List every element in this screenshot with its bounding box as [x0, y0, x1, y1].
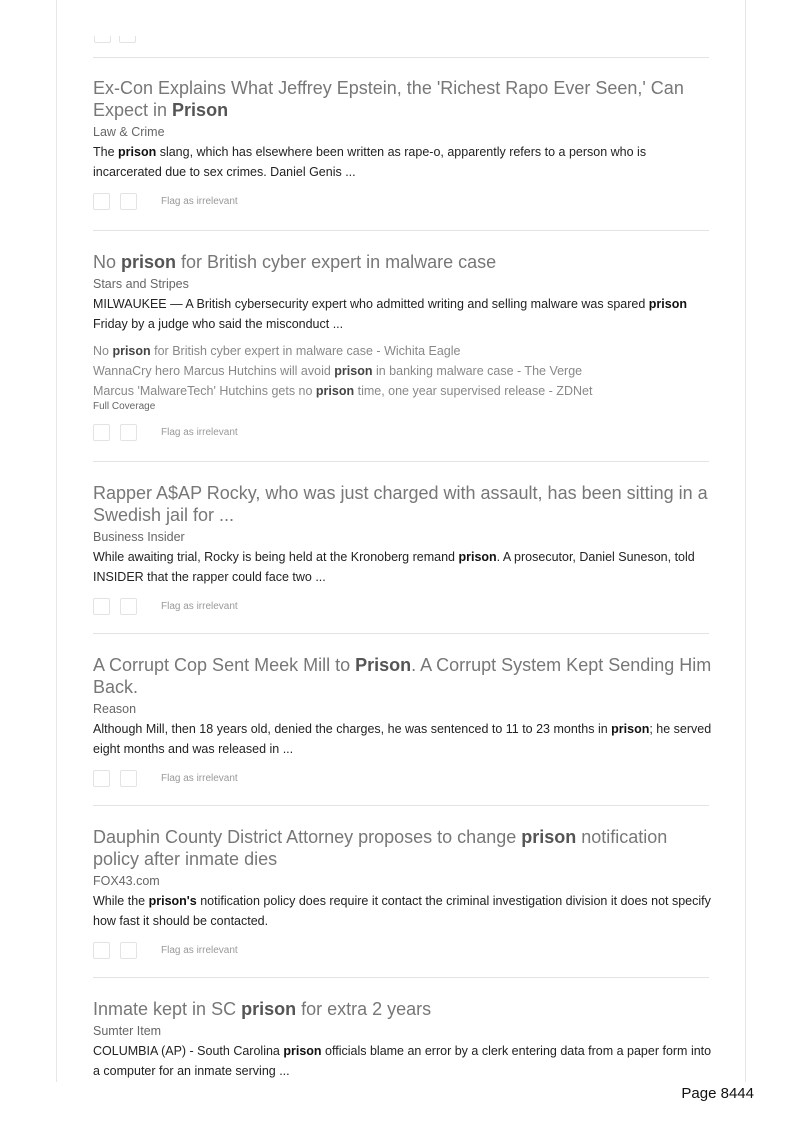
related-article-link[interactable]: WannaCry hero Marcus Hutchins will avoid prison in banking malware case - The Verge	[93, 364, 583, 378]
related-article-link[interactable]: Marcus 'MalwareTech' Hutchins gets no prison time, one year supervised release - ZDNet	[93, 384, 593, 398]
flag-irrelevant-link[interactable]: Flag as irrelevant	[161, 195, 238, 207]
page-frame-right	[745, 0, 746, 1082]
action-checkbox[interactable]	[94, 36, 111, 43]
action-checkbox[interactable]	[120, 193, 137, 210]
page-frame-left	[56, 0, 57, 1082]
article-title[interactable]: Dauphin County District Attorney proposes to change prison notification policy after inmate dies	[93, 827, 668, 869]
article-source: Law & Crime	[93, 125, 165, 139]
article-item	[93, 77, 713, 211]
article-snippet: Although Mill, then 18 years old, denied the charges, he was sentenced to 11 to 23 months in prison; he served eight months and was released in ...	[93, 722, 712, 756]
action-checkbox[interactable]	[93, 770, 110, 787]
article-snippet: MILWAUKEE — A British cybersecurity expert who admitted writing and selling malware was spared prison Friday by a judge who said the misconduct ...	[93, 297, 687, 331]
divider	[93, 57, 709, 58]
action-checkbox[interactable]	[119, 36, 136, 43]
article-actions	[93, 768, 713, 788]
article-source: Sumter Item	[93, 1024, 162, 1038]
action-checkbox[interactable]	[120, 424, 137, 441]
action-checkbox[interactable]	[120, 770, 137, 787]
article-title[interactable]: Rapper A$AP Rocky, who was just charged with assault, has been sitting in a Swedish jail for ...	[93, 483, 708, 525]
article-actions	[93, 940, 713, 960]
divider	[93, 805, 709, 806]
article-snippet: The prison slang, which has elsewhere been written as rape-o, apparently refers to a person who is incarcerated due to sex crimes. Daniel Genis ...	[93, 145, 647, 179]
article-actions	[93, 422, 713, 442]
article-item	[93, 826, 713, 960]
article-source: Business Insider	[93, 530, 185, 544]
article-title[interactable]: No prison for British cyber expert in malware case	[93, 252, 497, 272]
article-source: Stars and Stripes	[93, 277, 189, 291]
article-snippet: COLUMBIA (AP) - South Carolina prison officials blame an error by a clerk entering data from a paper form into a computer for an inmate serving ...	[93, 1044, 712, 1078]
page-number: Page 8444	[681, 1085, 754, 1102]
article-item	[93, 998, 713, 1081]
article-source: Reason	[93, 702, 137, 716]
action-checkbox[interactable]	[93, 942, 110, 959]
flag-irrelevant-link[interactable]: Flag as irrelevant	[161, 944, 238, 956]
article-title[interactable]: Ex-Con Explains What Jeffrey Epstein, the 'Richest Rapo Ever Seen,' Can Expect in Prison	[93, 78, 684, 120]
full-coverage-link[interactable]: Full Coverage	[93, 401, 156, 412]
article-item	[93, 251, 713, 442]
flag-irrelevant-link[interactable]: Flag as irrelevant	[161, 600, 238, 612]
previous-article-actions	[94, 36, 154, 44]
article-actions	[93, 596, 713, 616]
action-checkbox[interactable]	[93, 598, 110, 615]
article-snippet: While awaiting trial, Rocky is being held at the Kronoberg remand prison. A prosecutor, Daniel Suneson, told INSIDER that the rapper could face two ...	[93, 550, 695, 584]
article-snippet: While the prison's notification policy does require it contact the criminal investigation division it does not specify how fast it should be contacted.	[93, 894, 711, 928]
divider	[93, 230, 709, 231]
article-title[interactable]: Inmate kept in SC prison for extra 2 years	[93, 999, 432, 1019]
article-source: FOX43.com	[93, 874, 160, 888]
flag-irrelevant-link[interactable]: Flag as irrelevant	[161, 772, 238, 784]
related-articles	[93, 341, 713, 413]
action-checkbox[interactable]	[93, 193, 110, 210]
article-item	[93, 482, 713, 616]
flag-irrelevant-link[interactable]: Flag as irrelevant	[161, 426, 238, 438]
divider	[93, 461, 709, 462]
article-actions	[93, 191, 713, 211]
divider	[93, 977, 709, 978]
action-checkbox[interactable]	[93, 424, 110, 441]
article-item	[93, 654, 713, 788]
action-checkbox[interactable]	[120, 942, 137, 959]
action-checkbox[interactable]	[120, 598, 137, 615]
divider	[93, 633, 709, 634]
article-title[interactable]: A Corrupt Cop Sent Meek Mill to Prison. A Corrupt System Kept Sending Him Back.	[93, 655, 712, 697]
related-article-link[interactable]: No prison for British cyber expert in malware case - Wichita Eagle	[93, 344, 461, 358]
